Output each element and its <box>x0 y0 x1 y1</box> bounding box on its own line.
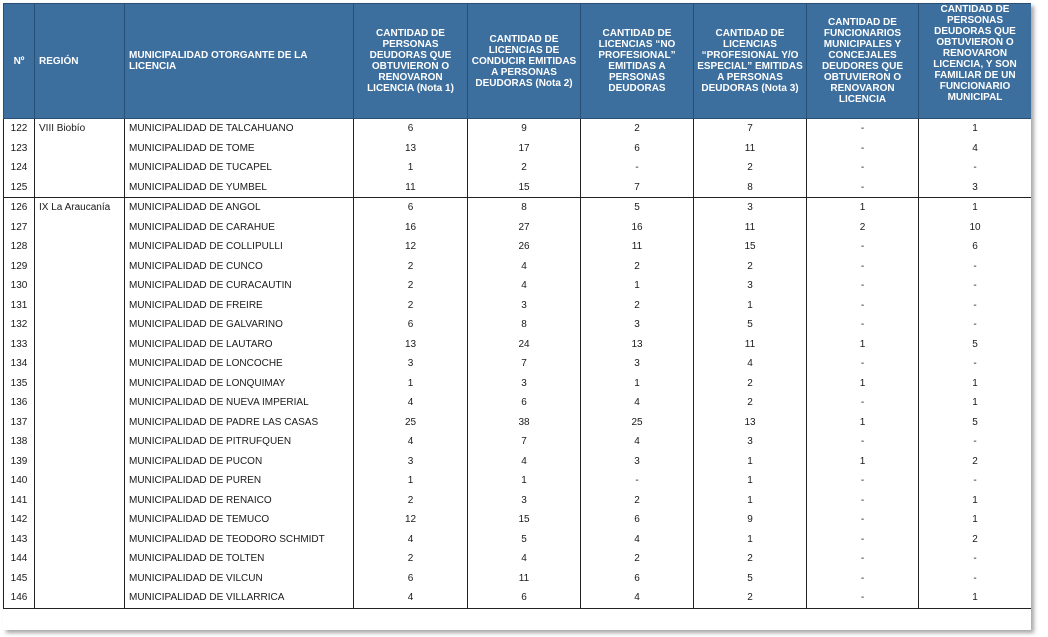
municipalidad-cell: MUNICIPALIDAD DE PITRUFQUEN <box>125 432 354 452</box>
familiar-funcionario-cell: 1 <box>919 491 1032 511</box>
familiar-funcionario-cell: 5 <box>919 413 1032 433</box>
row-number: 137 <box>4 413 35 433</box>
licencias-profesional-cell: 1 <box>694 452 807 472</box>
row-number: 124 <box>4 158 35 178</box>
row-number: 146 <box>4 588 35 608</box>
municipalidad-cell: MUNICIPALIDAD DE LONCOCHE <box>125 354 354 374</box>
funcionarios-deudores-cell: - <box>807 158 919 178</box>
table-row <box>4 315 1032 335</box>
licencias-emitidas-cell: 3 <box>468 374 581 394</box>
funcionarios-deudores-cell: 1 <box>807 413 919 433</box>
header-col3: CANTIDAD DE LICENCIAS “NO PROFESIONAL” EMITIDAS A PERSONAS DEUDORAS <box>581 4 694 119</box>
row-number: 125 <box>4 178 35 198</box>
licencias-no-profesional-cell: - <box>581 158 694 178</box>
funcionarios-deudores-cell: - <box>807 432 919 452</box>
table-row <box>4 471 1032 491</box>
municipalidad-cell: MUNICIPALIDAD DE PADRE LAS CASAS <box>125 413 354 433</box>
licencias-emitidas-cell: 27 <box>468 218 581 238</box>
familiar-funcionario-cell: - <box>919 296 1032 316</box>
municipalidad-cell: MUNICIPALIDAD DE ANGOL <box>125 198 354 218</box>
familiar-funcionario-cell: - <box>919 432 1032 452</box>
licencias-profesional-cell: 2 <box>694 393 807 413</box>
region-cell: IX La Araucanía <box>35 198 125 218</box>
licencias-profesional-cell: 3 <box>694 276 807 296</box>
funcionarios-deudores-cell: - <box>807 354 919 374</box>
table-row <box>4 257 1032 277</box>
row-number: 139 <box>4 452 35 472</box>
licencias-no-profesional-cell: 2 <box>581 491 694 511</box>
personas-deudoras-cell: 2 <box>354 276 468 296</box>
header-col6: CANTIDAD DE PERSONAS DEUDORAS QUE OBTUVIERON O RENOVARON LICENCIA, Y SON FAMILIAR DE UN FUNCIONARIO MUNICIPAL <box>919 4 1032 119</box>
personas-deudoras-cell: 3 <box>354 452 468 472</box>
licencias-profesional-cell: 1 <box>694 296 807 316</box>
licencias-emitidas-cell: 6 <box>468 588 581 608</box>
table-row <box>4 158 1032 178</box>
table-row <box>4 218 1032 238</box>
table-row <box>4 549 1032 569</box>
licencias-no-profesional-cell: 6 <box>581 139 694 159</box>
municipalidad-cell: MUNICIPALIDAD DE TOLTEN <box>125 549 354 569</box>
familiar-funcionario-cell: - <box>919 471 1032 491</box>
region-cell <box>35 510 125 530</box>
licencias-no-profesional-cell: 4 <box>581 530 694 550</box>
funcionarios-deudores-cell: - <box>807 569 919 589</box>
licencias-profesional-cell: 3 <box>694 432 807 452</box>
municipalidad-cell: MUNICIPALIDAD DE VILCUN <box>125 569 354 589</box>
table-row <box>4 510 1032 530</box>
licencias-emitidas-cell: 9 <box>468 119 581 139</box>
familiar-funcionario-cell: 4 <box>919 139 1032 159</box>
personas-deudoras-cell: 3 <box>354 354 468 374</box>
region-cell <box>35 296 125 316</box>
licencias-profesional-cell: 8 <box>694 178 807 198</box>
region-cell <box>35 218 125 238</box>
familiar-funcionario-cell: 2 <box>919 530 1032 550</box>
row-number: 131 <box>4 296 35 316</box>
table-row <box>4 139 1032 159</box>
personas-deudoras-cell: 6 <box>354 198 468 218</box>
licencias-profesional-cell: 2 <box>694 549 807 569</box>
licencias-profesional-cell: 11 <box>694 218 807 238</box>
licencias-profesional-cell: 2 <box>694 588 807 608</box>
personas-deudoras-cell: 11 <box>354 178 468 198</box>
licencias-profesional-cell: 1 <box>694 530 807 550</box>
licencias-emitidas-cell: 15 <box>468 510 581 530</box>
row-number: 132 <box>4 315 35 335</box>
licencias-emitidas-cell: 11 <box>468 569 581 589</box>
licencias-no-profesional-cell: 11 <box>581 237 694 257</box>
municipalidad-cell: MUNICIPALIDAD DE CARAHUE <box>125 218 354 238</box>
region-cell <box>35 374 125 394</box>
licencias-profesional-cell: 1 <box>694 491 807 511</box>
funcionarios-deudores-cell: - <box>807 588 919 608</box>
funcionarios-deudores-cell: 1 <box>807 374 919 394</box>
licencias-emitidas-cell: 7 <box>468 432 581 452</box>
familiar-funcionario-cell: - <box>919 354 1032 374</box>
licencias-no-profesional-cell: 4 <box>581 432 694 452</box>
licencias-no-profesional-cell: 7 <box>581 178 694 198</box>
municipalidad-cell: MUNICIPALIDAD DE VILLARRICA <box>125 588 354 608</box>
licencias-profesional-cell: 4 <box>694 354 807 374</box>
row-number: 128 <box>4 237 35 257</box>
personas-deudoras-cell: 1 <box>354 471 468 491</box>
region-cell <box>35 569 125 589</box>
row-number: 127 <box>4 218 35 238</box>
licencias-no-profesional-cell: 4 <box>581 393 694 413</box>
region-cell <box>35 139 125 159</box>
municipalidad-cell: MUNICIPALIDAD DE LONQUIMAY <box>125 374 354 394</box>
municipalidad-cell: MUNICIPALIDAD DE TUCAPEL <box>125 158 354 178</box>
row-number: 122 <box>4 119 35 139</box>
table-row <box>4 276 1032 296</box>
licencias-no-profesional-cell: 4 <box>581 588 694 608</box>
table-row <box>4 296 1032 316</box>
personas-deudoras-cell: 25 <box>354 413 468 433</box>
funcionarios-deudores-cell: - <box>807 237 919 257</box>
licencias-profesional-cell: 5 <box>694 569 807 589</box>
municipalidad-cell: MUNICIPALIDAD DE CUNCO <box>125 257 354 277</box>
table-row <box>4 237 1032 257</box>
licencias-profesional-cell: 9 <box>694 510 807 530</box>
licencias-emitidas-cell: 8 <box>468 198 581 218</box>
table-row <box>4 374 1032 394</box>
licencias-emitidas-cell: 7 <box>468 354 581 374</box>
personas-deudoras-cell: 6 <box>354 315 468 335</box>
personas-deudoras-cell: 13 <box>354 335 468 355</box>
familiar-funcionario-cell: 1 <box>919 198 1032 218</box>
licencias-emitidas-cell: 4 <box>468 549 581 569</box>
licencias-emitidas-cell: 8 <box>468 315 581 335</box>
personas-deudoras-cell: 12 <box>354 510 468 530</box>
licencias-profesional-cell: 5 <box>694 315 807 335</box>
table-row <box>4 491 1032 511</box>
licencias-emitidas-cell: 4 <box>468 452 581 472</box>
municipalidad-cell: MUNICIPALIDAD DE COLLIPULLI <box>125 237 354 257</box>
row-number: 135 <box>4 374 35 394</box>
licencias-no-profesional-cell: 13 <box>581 335 694 355</box>
familiar-funcionario-cell: 2 <box>919 452 1032 472</box>
municipalidad-cell: MUNICIPALIDAD DE TEMUCO <box>125 510 354 530</box>
table-row <box>4 569 1032 589</box>
licencias-emitidas-cell: 6 <box>468 393 581 413</box>
region-cell <box>35 237 125 257</box>
licencias-profesional-cell: 2 <box>694 257 807 277</box>
familiar-funcionario-cell: - <box>919 549 1032 569</box>
licencias-emitidas-cell: 4 <box>468 276 581 296</box>
licencias-emitidas-cell: 3 <box>468 491 581 511</box>
municipalidad-cell: MUNICIPALIDAD DE PUCON <box>125 452 354 472</box>
funcionarios-deudores-cell: - <box>807 315 919 335</box>
familiar-funcionario-cell: - <box>919 276 1032 296</box>
funcionarios-deudores-cell: 1 <box>807 335 919 355</box>
header-col4: CANTIDAD DE LICENCIAS “PROFESIONAL Y/O ESPECIAL” EMITIDAS A PERSONAS DEUDORAS (Nota 3) <box>694 4 807 119</box>
document-sheet <box>3 3 1031 630</box>
header-num: Nº <box>4 4 35 119</box>
region-cell <box>35 432 125 452</box>
table-body <box>4 119 1032 609</box>
header-col1: CANTIDAD DE PERSONAS DEUDORAS QUE OBTUVIERON O RENOVARON LICENCIA (Nota 1) <box>354 4 468 119</box>
municipalidad-cell: MUNICIPALIDAD DE PUREN <box>125 471 354 491</box>
licencias-emitidas-cell: 15 <box>468 178 581 198</box>
row-number: 126 <box>4 198 35 218</box>
funcionarios-deudores-cell: 1 <box>807 198 919 218</box>
row-number: 134 <box>4 354 35 374</box>
funcionarios-deudores-cell: 1 <box>807 452 919 472</box>
familiar-funcionario-cell: 1 <box>919 588 1032 608</box>
licencias-emitidas-cell: 4 <box>468 257 581 277</box>
row-number: 133 <box>4 335 35 355</box>
region-cell: VIII Biobío <box>35 119 125 139</box>
familiar-funcionario-cell: - <box>919 158 1032 178</box>
region-cell <box>35 549 125 569</box>
funcionarios-deudores-cell: - <box>807 491 919 511</box>
personas-deudoras-cell: 2 <box>354 491 468 511</box>
licencias-no-profesional-cell: - <box>581 471 694 491</box>
licencias-no-profesional-cell: 6 <box>581 569 694 589</box>
municipalidad-cell: MUNICIPALIDAD DE NUEVA IMPERIAL <box>125 393 354 413</box>
licencias-profesional-cell: 15 <box>694 237 807 257</box>
familiar-funcionario-cell: 6 <box>919 237 1032 257</box>
row-number: 138 <box>4 432 35 452</box>
funcionarios-deudores-cell: - <box>807 471 919 491</box>
municipalidad-cell: MUNICIPALIDAD DE TALCAHUANO <box>125 119 354 139</box>
header-municipalidad: MUNICIPALIDAD OTORGANTE DE LA LICENCIA <box>125 4 354 119</box>
table-row <box>4 393 1032 413</box>
header-col2: CANTIDAD DE LICENCIAS DE CONDUCIR EMITIDAS A PERSONAS DEUDORAS (Nota 2) <box>468 4 581 119</box>
familiar-funcionario-cell: 1 <box>919 393 1032 413</box>
row-number: 136 <box>4 393 35 413</box>
personas-deudoras-cell: 4 <box>354 432 468 452</box>
funcionarios-deudores-cell: - <box>807 510 919 530</box>
personas-deudoras-cell: 16 <box>354 218 468 238</box>
table-row <box>4 432 1032 452</box>
table-row <box>4 588 1032 608</box>
funcionarios-deudores-cell: - <box>807 178 919 198</box>
funcionarios-deudores-cell: - <box>807 296 919 316</box>
licencias-no-profesional-cell: 3 <box>581 354 694 374</box>
region-cell <box>35 393 125 413</box>
licencias-emitidas-cell: 24 <box>468 335 581 355</box>
licencias-no-profesional-cell: 2 <box>581 257 694 277</box>
region-cell <box>35 276 125 296</box>
licencias-emitidas-cell: 38 <box>468 413 581 433</box>
licencias-no-profesional-cell: 25 <box>581 413 694 433</box>
familiar-funcionario-cell: - <box>919 257 1032 277</box>
familiar-funcionario-cell: 1 <box>919 374 1032 394</box>
header-region: REGIÓN <box>35 4 125 119</box>
row-number: 129 <box>4 257 35 277</box>
licencias-profesional-cell: 3 <box>694 198 807 218</box>
licencias-no-profesional-cell: 3 <box>581 315 694 335</box>
personas-deudoras-cell: 2 <box>354 296 468 316</box>
row-number: 144 <box>4 549 35 569</box>
licencias-profesional-cell: 11 <box>694 335 807 355</box>
personas-deudoras-cell: 2 <box>354 257 468 277</box>
table-row <box>4 119 1032 139</box>
municipalidad-cell: MUNICIPALIDAD DE TEODORO SCHMIDT <box>125 530 354 550</box>
personas-deudoras-cell: 6 <box>354 569 468 589</box>
licencias-profesional-cell: 2 <box>694 158 807 178</box>
region-cell <box>35 178 125 198</box>
region-cell <box>35 413 125 433</box>
table-row <box>4 452 1032 472</box>
debtors-license-table <box>3 3 1031 609</box>
personas-deudoras-cell: 2 <box>354 549 468 569</box>
row-number: 141 <box>4 491 35 511</box>
licencias-emitidas-cell: 1 <box>468 471 581 491</box>
familiar-funcionario-cell: 1 <box>919 119 1032 139</box>
row-number: 140 <box>4 471 35 491</box>
licencias-emitidas-cell: 26 <box>468 237 581 257</box>
header-col5: CANTIDAD DE FUNCIONARIOS MUNICIPALES Y CONCEJALES DEUDORES QUE OBTUVIERON O RENOVARON LICENCIA <box>807 4 919 119</box>
funcionarios-deudores-cell: 2 <box>807 218 919 238</box>
region-cell <box>35 315 125 335</box>
region-cell <box>35 335 125 355</box>
table-row <box>4 178 1032 198</box>
region-cell <box>35 354 125 374</box>
licencias-emitidas-cell: 5 <box>468 530 581 550</box>
familiar-funcionario-cell: - <box>919 569 1032 589</box>
familiar-funcionario-cell: 1 <box>919 510 1032 530</box>
row-number: 142 <box>4 510 35 530</box>
licencias-profesional-cell: 11 <box>694 139 807 159</box>
municipalidad-cell: MUNICIPALIDAD DE TOME <box>125 139 354 159</box>
region-cell <box>35 588 125 608</box>
region-cell <box>35 158 125 178</box>
familiar-funcionario-cell: 3 <box>919 178 1032 198</box>
header-row <box>4 4 1032 119</box>
licencias-no-profesional-cell: 3 <box>581 452 694 472</box>
familiar-funcionario-cell: 10 <box>919 218 1032 238</box>
row-number: 145 <box>4 569 35 589</box>
municipalidad-cell: MUNICIPALIDAD DE YUMBEL <box>125 178 354 198</box>
funcionarios-deudores-cell: - <box>807 276 919 296</box>
licencias-no-profesional-cell: 2 <box>581 549 694 569</box>
funcionarios-deudores-cell: - <box>807 549 919 569</box>
licencias-emitidas-cell: 2 <box>468 158 581 178</box>
personas-deudoras-cell: 4 <box>354 588 468 608</box>
licencias-no-profesional-cell: 16 <box>581 218 694 238</box>
municipalidad-cell: MUNICIPALIDAD DE CURACAUTIN <box>125 276 354 296</box>
licencias-profesional-cell: 2 <box>694 374 807 394</box>
personas-deudoras-cell: 13 <box>354 139 468 159</box>
row-number: 130 <box>4 276 35 296</box>
personas-deudoras-cell: 12 <box>354 237 468 257</box>
funcionarios-deudores-cell: - <box>807 257 919 277</box>
funcionarios-deudores-cell: - <box>807 139 919 159</box>
table-row <box>4 530 1032 550</box>
region-cell <box>35 257 125 277</box>
municipalidad-cell: MUNICIPALIDAD DE FREIRE <box>125 296 354 316</box>
row-number: 123 <box>4 139 35 159</box>
table-row <box>4 413 1032 433</box>
personas-deudoras-cell: 4 <box>354 393 468 413</box>
municipalidad-cell: MUNICIPALIDAD DE RENAICO <box>125 491 354 511</box>
funcionarios-deudores-cell: - <box>807 530 919 550</box>
licencias-no-profesional-cell: 2 <box>581 296 694 316</box>
licencias-emitidas-cell: 17 <box>468 139 581 159</box>
region-cell <box>35 491 125 511</box>
personas-deudoras-cell: 4 <box>354 530 468 550</box>
licencias-no-profesional-cell: 5 <box>581 198 694 218</box>
personas-deudoras-cell: 1 <box>354 158 468 178</box>
region-cell <box>35 452 125 472</box>
familiar-funcionario-cell: 5 <box>919 335 1032 355</box>
familiar-funcionario-cell: - <box>919 315 1032 335</box>
funcionarios-deudores-cell: - <box>807 393 919 413</box>
licencias-no-profesional-cell: 2 <box>581 119 694 139</box>
personas-deudoras-cell: 1 <box>354 374 468 394</box>
region-cell <box>35 530 125 550</box>
licencias-profesional-cell: 7 <box>694 119 807 139</box>
personas-deudoras-cell: 6 <box>354 119 468 139</box>
funcionarios-deudores-cell: - <box>807 119 919 139</box>
municipalidad-cell: MUNICIPALIDAD DE GALVARINO <box>125 315 354 335</box>
table-header <box>4 4 1032 119</box>
licencias-profesional-cell: 13 <box>694 413 807 433</box>
licencias-no-profesional-cell: 1 <box>581 276 694 296</box>
municipalidad-cell: MUNICIPALIDAD DE LAUTARO <box>125 335 354 355</box>
licencias-no-profesional-cell: 1 <box>581 374 694 394</box>
licencias-emitidas-cell: 3 <box>468 296 581 316</box>
table-row <box>4 198 1032 218</box>
region-cell <box>35 471 125 491</box>
licencias-no-profesional-cell: 6 <box>581 510 694 530</box>
table-row <box>4 335 1032 355</box>
row-number: 143 <box>4 530 35 550</box>
table-row <box>4 354 1032 374</box>
licencias-profesional-cell: 1 <box>694 471 807 491</box>
